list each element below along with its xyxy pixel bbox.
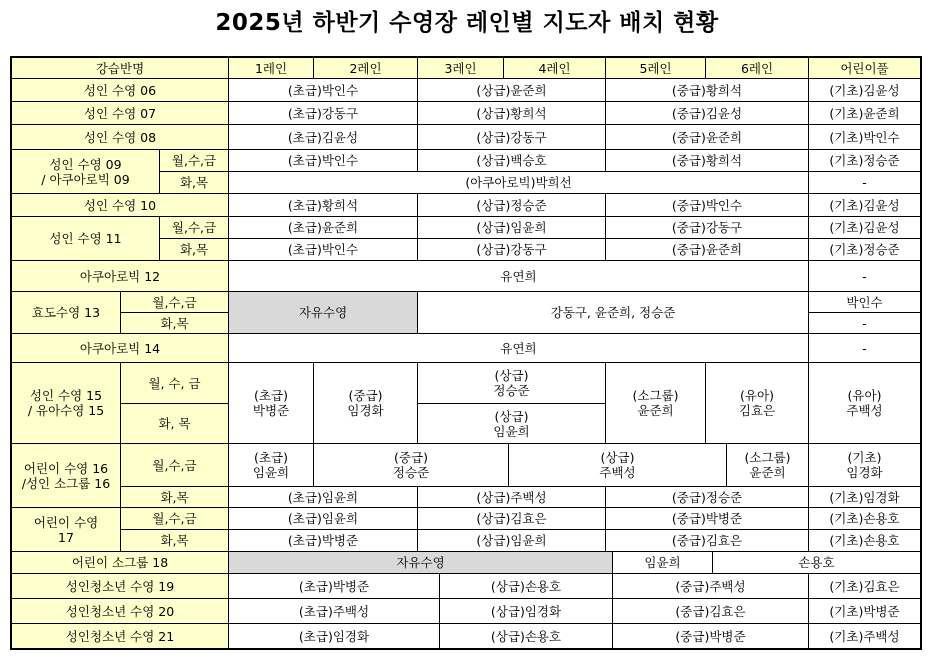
row-15-lane-1-instructor: 박병준 (252, 403, 290, 418)
row-11-lane-5-6-b: (중급)윤준희 (605, 238, 809, 261)
row-19-kids-pool: (기초)김효은 (808, 573, 921, 599)
row-15-lane-2-instructor: 임경화 (347, 403, 384, 418)
row-09-aquarobic-all-lanes: (아쿠아로빅)박희선 (228, 171, 809, 194)
row-15-kids-pool-instructor: 주백성 (846, 403, 883, 418)
row-11-lane-5-6: (중급)강동구 (605, 216, 809, 239)
row-15-days-1: 월, 수, 금 (120, 362, 229, 404)
row-15-kids-pool-level: (유아) (847, 388, 882, 403)
row-16-kids-lane-3-level: (상급) (600, 450, 635, 465)
row-09-name (11, 149, 160, 194)
row-17-lane-5-6-b: (중급)김효은 (605, 529, 809, 552)
row-16-kids-lane-4 (726, 443, 809, 487)
row-10-kids-pool: (기초)김윤성 (808, 193, 921, 217)
row-07-name: 성인 수영 07 (11, 101, 229, 125)
row-17-days-1: 월,수,금 (120, 507, 229, 530)
row-15-lane-3-4-bottom-level: (상급) (494, 408, 529, 424)
row-16-name-line-2: /성인 소그룹 16 (21, 475, 111, 491)
row-18-lane-5: 임윤희 (612, 551, 713, 574)
row-13-kids-pool-2: - (808, 312, 921, 334)
page-title: 2025년 하반기 수영장 레인별 지도자 배치 현황 (215, 10, 719, 36)
row-16-kids-lane-3-instructor: 주백성 (599, 465, 636, 480)
row-16-kids-lane-1-level: (초급) (254, 450, 288, 465)
header-lane-1: 1레인 (228, 57, 314, 79)
row-11-kids-pool: (기초)김윤성 (808, 216, 921, 239)
row-16-kids-pool-2: (기초)임경화 (808, 486, 921, 508)
row-20-lane-1-2: (초급)주백성 (228, 598, 440, 624)
row-16-days-1: 월,수,금 (120, 443, 229, 487)
row-10-name: 성인 수영 10 (11, 193, 229, 217)
row-20-name: 성인청소년 수영 20 (11, 598, 229, 624)
row-11-kids-pool-b: (기초)정승준 (808, 238, 921, 261)
row-16-kids-lane-2-level: (중급) (394, 450, 428, 465)
row-09-lane-1-2: (초급)박인수 (228, 149, 418, 172)
row-14-all-lanes: 유연희 (228, 333, 809, 363)
row-11-lane-1-2: (초급)윤준희 (228, 216, 418, 239)
row-06-lane-5-6: (중급)황희석 (605, 78, 809, 102)
row-17-lane-3-4-b: (상급)임윤희 (417, 529, 606, 552)
row-15-name-line-2: / 유아수영 15 (27, 403, 105, 418)
row-08-lane-5-6: (중급)윤준희 (605, 124, 809, 150)
row-09-lane-5-6: (중급)황희석 (605, 149, 809, 172)
row-18-lane-6-kids: 손용호 (712, 551, 921, 574)
row-11-lane-1-2-b: (초급)박인수 (228, 238, 418, 261)
row-21-name: 성인청소년 수영 21 (11, 623, 229, 649)
row-15-lane-5 (605, 362, 706, 444)
row-20-lane-5-6: (중급)김효은 (612, 598, 809, 624)
row-17-lane-1-2: (초급)임윤희 (228, 507, 418, 530)
row-06-lane-3-4: (상급)윤준희 (417, 78, 606, 102)
header-lane-3: 3레인 (417, 57, 504, 79)
row-16-kids-lane-2-instructor: 정승준 (392, 465, 430, 480)
row-10-lane-3-4: (상급)정승준 (417, 193, 606, 217)
row-20-kids-pool: (기초)박병준 (808, 598, 921, 624)
row-15-kids-pool (808, 362, 921, 444)
row-07-lane-5-6: (중급)김윤성 (605, 101, 809, 125)
row-10-lane-1-2: (초급)황희석 (228, 193, 418, 217)
row-13-instructors: 강동구, 윤준희, 정승준 (417, 291, 809, 334)
row-13-name: 효도수영 13 (11, 291, 121, 334)
row-16-kids-lane-4-instructor: 윤준희 (749, 465, 786, 480)
row-17-kids-pool-b: (기초)손용호 (808, 529, 921, 552)
header-lane-6: 6레인 (705, 57, 809, 79)
row-18-free-swim: 자유수영 (228, 551, 613, 574)
row-15-lane-6-instructor: 김효은 (738, 403, 776, 418)
row-16-kids-pool-instructor: 임경화 (846, 465, 883, 480)
row-09-lane-3-4: (상급)백승호 (417, 149, 606, 172)
row-09-name-line-1: 성인 수영 09 (49, 156, 122, 172)
row-19-name: 성인청소년 수영 19 (11, 573, 229, 599)
row-15-lane-1-level: (초급) (254, 388, 288, 403)
row-10-lane-5-6: (중급)박인수 (605, 193, 809, 217)
row-16-kids-lane-1 (228, 443, 314, 487)
row-06-kids-pool: (기초)김윤성 (808, 78, 921, 102)
row-06-lane-1-2: (초급)박인수 (228, 78, 418, 102)
row-13-free-swim: 자유수영 (228, 291, 418, 334)
row-15-name-line-1: 성인 수영 15 (29, 388, 103, 403)
row-19-lane-5-6: (중급)주백성 (612, 573, 809, 599)
row-15-lane-3-4-bottom-instructor: 임윤희 (493, 423, 530, 439)
row-11-lane-3-4-b: (상급)강동구 (417, 238, 606, 261)
row-16-kids-lane-4-level: (소그룹) (744, 450, 791, 465)
row-09-days-2: 화,목 (159, 171, 229, 194)
row-17-days-2: 화,목 (120, 529, 229, 552)
row-16-kids-pool (808, 443, 921, 487)
row-08-name: 성인 수영 08 (11, 124, 229, 150)
row-07-kids-pool: (기초)윤준희 (808, 101, 921, 125)
row-15-name (11, 362, 121, 444)
header-kids-pool: 어린이풀 (808, 57, 921, 79)
row-12-all-lanes: 유연희 (228, 260, 809, 292)
row-16-kids-pool-level: (기초) (847, 450, 882, 465)
row-17-name (11, 507, 121, 552)
row-16-name-line-1: 어린이 수영 16 (23, 460, 109, 476)
row-13-days-1: 월,수,금 (120, 291, 229, 313)
row-13-days-2: 화,목 (120, 312, 229, 334)
row-12-kids-pool: - (808, 260, 921, 292)
row-07-lane-3-4: (상급)황희석 (417, 101, 606, 125)
row-08-lane-1-2: (초급)김윤성 (228, 124, 418, 150)
row-14-kids-pool: - (808, 333, 921, 363)
row-15-lane-3-4-top-level: (상급) (494, 368, 529, 383)
row-16-name (11, 443, 121, 508)
row-16-lane-5-6: (중급)정승준 (605, 486, 809, 508)
row-07-lane-1-2: (초급)강동구 (228, 101, 418, 125)
row-09-days-1: 월,수,금 (159, 149, 229, 172)
row-11-days-2: 화,목 (159, 238, 229, 261)
row-18-name: 어린이 소그룹 18 (11, 551, 229, 574)
row-06-name: 성인 수영 06 (11, 78, 229, 102)
row-21-lane-5-6: (중급)박병준 (612, 623, 809, 649)
row-16-kids-lane-1-instructor: 임윤희 (252, 465, 290, 480)
row-15-lane-5-instructor: 윤준희 (637, 403, 674, 418)
row-08-lane-3-4: (상급)강동구 (417, 124, 606, 150)
row-11-name: 성인 수영 11 (11, 216, 160, 261)
row-09-kids-pool-2: - (808, 171, 921, 194)
row-15-lane-3-4-top (417, 362, 606, 404)
row-21-lane-1-2: (초급)임경화 (228, 623, 440, 649)
row-19-lane-1-2: (초급)박병준 (228, 573, 440, 599)
header-lane-2: 2레인 (313, 57, 418, 79)
row-16-days-2: 화,목 (120, 486, 229, 508)
row-15-lane-3-4-bottom (417, 403, 606, 444)
row-17-lane-1-2-b: (초급)박병준 (228, 529, 418, 552)
row-09-name-line-2: / 아쿠아로빅 09 (41, 171, 130, 187)
row-16-lane-1-2: (초급)임윤희 (228, 486, 418, 508)
row-09-kids-pool: (기초)정승준 (808, 149, 921, 172)
row-15-lane-5-level: (소그룹) (632, 388, 679, 403)
row-08-kids-pool: (기초)박인수 (808, 124, 921, 150)
row-15-lane-6-level: (유아) (740, 388, 774, 403)
row-20-lane-3-4: (상급)임경화 (439, 598, 613, 624)
row-17-name-line-1: 어린이 수영 (33, 514, 99, 530)
row-16-kids-lane-3 (508, 443, 727, 487)
row-15-lane-2-level: (중급) (348, 388, 383, 403)
row-19-lane-3-4: (상급)손용호 (439, 573, 613, 599)
row-15-days-2: 화, 목 (120, 403, 229, 444)
row-15-lane-6 (705, 362, 809, 444)
header-class-name: 강습반명 (11, 57, 229, 79)
row-17-kids-pool: (기초)손용호 (808, 507, 921, 530)
row-15-lane-2 (313, 362, 418, 444)
row-13-kids-pool-1: 박인수 (808, 291, 921, 313)
row-16-kids-lane-2 (313, 443, 509, 487)
header-lane-4: 4레인 (503, 57, 606, 79)
row-15-lane-3-4-top-instructor: 정승준 (493, 383, 530, 398)
row-17-name-line-2: 17 (58, 529, 74, 545)
row-15-lane-1 (228, 362, 314, 444)
row-17-lane-3-4: (상급)김효은 (417, 507, 606, 530)
row-16-lane-3-4: (상급)주백성 (417, 486, 606, 508)
row-21-kids-pool: (기초)주백성 (808, 623, 921, 649)
row-12-name: 아쿠아로빅 12 (11, 260, 229, 292)
row-11-days-1: 월,수,금 (159, 216, 229, 239)
row-14-name: 아쿠아로빅 14 (11, 333, 229, 363)
header-lane-5: 5레인 (605, 57, 706, 79)
row-21-lane-3-4: (상급)손용호 (439, 623, 613, 649)
row-11-lane-3-4: (상급)임윤희 (417, 216, 606, 239)
row-17-lane-5-6: (중급)박병준 (605, 507, 809, 530)
